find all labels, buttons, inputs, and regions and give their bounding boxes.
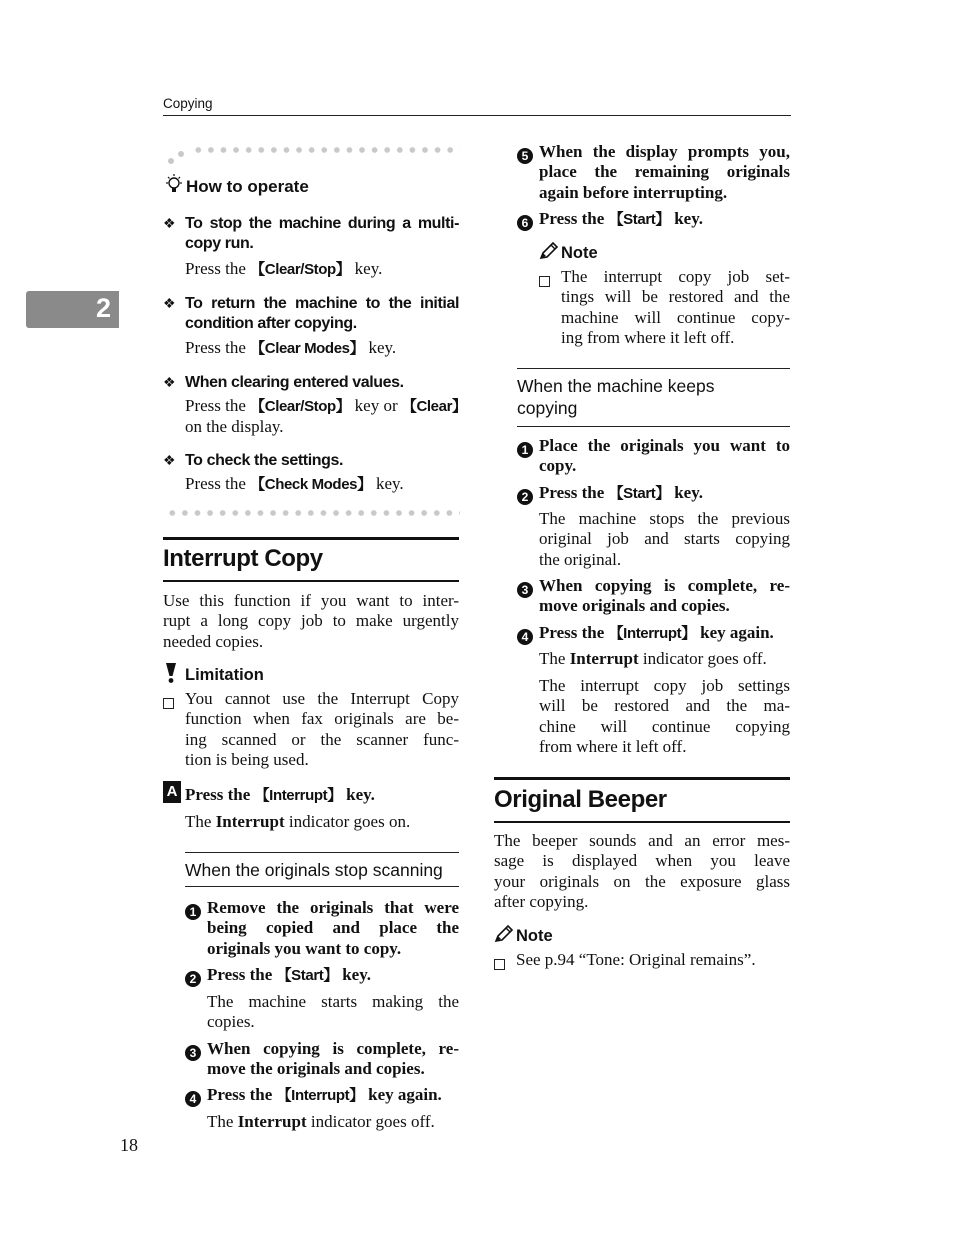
- checkbox-icon: [539, 272, 550, 292]
- step-number-4: 4: [185, 1088, 201, 1108]
- note-title: Note: [561, 244, 598, 262]
- dot: [168, 158, 174, 164]
- section-title-interrupt-copy: Interrupt Copy: [163, 545, 323, 572]
- note-text: The interrupt copy job set- tings will be restored and the machine will continue copy- ing from where it left off.: [561, 267, 790, 347]
- running-header: Copying: [163, 96, 213, 111]
- how-to-item-2-body: Press the 【Clear Modes】 key.: [185, 338, 397, 357]
- substep-2-note: The machine starts making the copies.: [207, 992, 459, 1032]
- dotted-rule-top: [192, 146, 460, 154]
- subheading-rule-bottom: [185, 886, 459, 887]
- section-rule-bottom: [494, 821, 790, 823]
- chapter-tab: [26, 291, 119, 328]
- how-to-item-4-body: Press the 【Check Modes】 key.: [185, 474, 404, 493]
- header-rule: [163, 115, 791, 116]
- keeps-step-4-title: Press the 【Interrupt】 key again.: [539, 623, 774, 642]
- beeper-note-text: See p.94 “Tone: Original remains”.: [516, 950, 756, 969]
- how-to-item-3-body: Press the 【Clear/Stop】 key or 【Clear】 on the display.: [185, 396, 467, 437]
- how-to-item-1-body: Press the 【Clear/Stop】 key.: [185, 259, 383, 278]
- diamond-cross-icon: ❖: [163, 217, 176, 232]
- chapter-number: 2: [96, 293, 112, 323]
- section-rule-bottom: [163, 580, 459, 582]
- beeper-note-title: Note: [516, 927, 553, 945]
- subheading-machine-keeps: When the machine keeps copying: [517, 376, 715, 418]
- step-number-6: 6: [517, 212, 533, 232]
- step-number-3: 3: [185, 1042, 201, 1062]
- substep-3-title: When copying is complete, re- move the originals and copies.: [207, 1039, 459, 1079]
- substep-2-title: Press the 【Start】 key.: [207, 965, 372, 984]
- checkbox-icon: [494, 955, 505, 975]
- how-to-item-3-head: When clearing entered values.: [185, 374, 404, 391]
- substep-1-title: Remove the originals that were being copied and place the originals you want to copy.: [207, 898, 459, 958]
- how-to-title: How to operate: [186, 177, 309, 196]
- how-to-item-2-head: To return the machine to the initial condition after copying.: [185, 295, 459, 333]
- beeper-body: The beeper sounds and an error mes- sage is displayed when you leave your originals on the exposure glass after copying.: [494, 831, 790, 911]
- subheading-rule-top: [185, 852, 459, 853]
- section-title-original-beeper: Original Beeper: [494, 786, 667, 813]
- dot: [178, 151, 184, 157]
- substep-4-title: Press the 【Interrupt】 key again.: [207, 1085, 442, 1104]
- step-number-1: 1: [185, 901, 201, 921]
- keeps-step-2-title: Press the 【Start】 key.: [539, 483, 704, 502]
- step-letter-a: A: [163, 781, 181, 803]
- diamond-cross-icon: ❖: [163, 297, 176, 312]
- exclamation-icon: [163, 662, 179, 689]
- how-to-item-4-head: To check the settings.: [185, 452, 344, 469]
- keeps-step-4-note: The Interrupt indicator goes off.: [539, 649, 767, 668]
- limitation-title: Limitation: [185, 666, 264, 684]
- keeps-step-1-title: Place the originals you want to copy.: [539, 436, 790, 476]
- step-number-5: 5: [517, 145, 533, 165]
- step-number-1: 1: [517, 439, 533, 459]
- subheading-rule-bottom: [517, 426, 790, 427]
- step-6-title: Press the 【Start】 key.: [539, 209, 704, 228]
- pencil-icon: [494, 925, 514, 948]
- step-5-title: When the display prompts you, place the remaining originals again before interrupting.: [539, 142, 790, 202]
- pencil-icon: [539, 242, 559, 265]
- step-number-4: 4: [517, 626, 533, 646]
- substep-4-note: The Interrupt indicator goes off.: [207, 1112, 435, 1131]
- step-a-title: Press the 【Interrupt】 key.: [185, 785, 375, 804]
- limitation-text: You cannot use the Interrupt Copy function when fax originals are be- ing scanned or the scanner func- tion is being used.: [185, 689, 459, 769]
- step-number-2: 2: [517, 486, 533, 506]
- keeps-step-4-note2: The interrupt copy job settings will be restored and the ma- chine will continue copying from where it left off.: [539, 676, 790, 756]
- interrupt-intro: Use this function if you want to inter- rupt a long copy job to make urgently needed copies.: [163, 591, 459, 651]
- section-rule-top: [494, 777, 790, 780]
- keeps-step-3-title: When copying is complete, re- move originals and copies.: [539, 576, 790, 616]
- diamond-cross-icon: ❖: [163, 376, 176, 391]
- checkbox-icon: [163, 694, 174, 714]
- lightbulb-icon: [163, 173, 185, 200]
- page-number: 18: [120, 1135, 138, 1155]
- diamond-cross-icon: ❖: [163, 454, 176, 469]
- dotted-rule-bottom: [166, 509, 460, 517]
- subheading-rule-top: [517, 368, 790, 369]
- keeps-step-2-note: The machine stops the previous original job and starts copying the original.: [539, 509, 790, 569]
- step-a-note: The Interrupt indicator goes on.: [185, 812, 411, 831]
- step-number-3: 3: [517, 579, 533, 599]
- step-number-2: 2: [185, 968, 201, 988]
- section-rule-top: [163, 537, 459, 540]
- subheading-originals-stop: When the originals stop scanning: [185, 860, 443, 880]
- how-to-item-1-head: To stop the machine during a multi- copy run.: [185, 215, 459, 253]
